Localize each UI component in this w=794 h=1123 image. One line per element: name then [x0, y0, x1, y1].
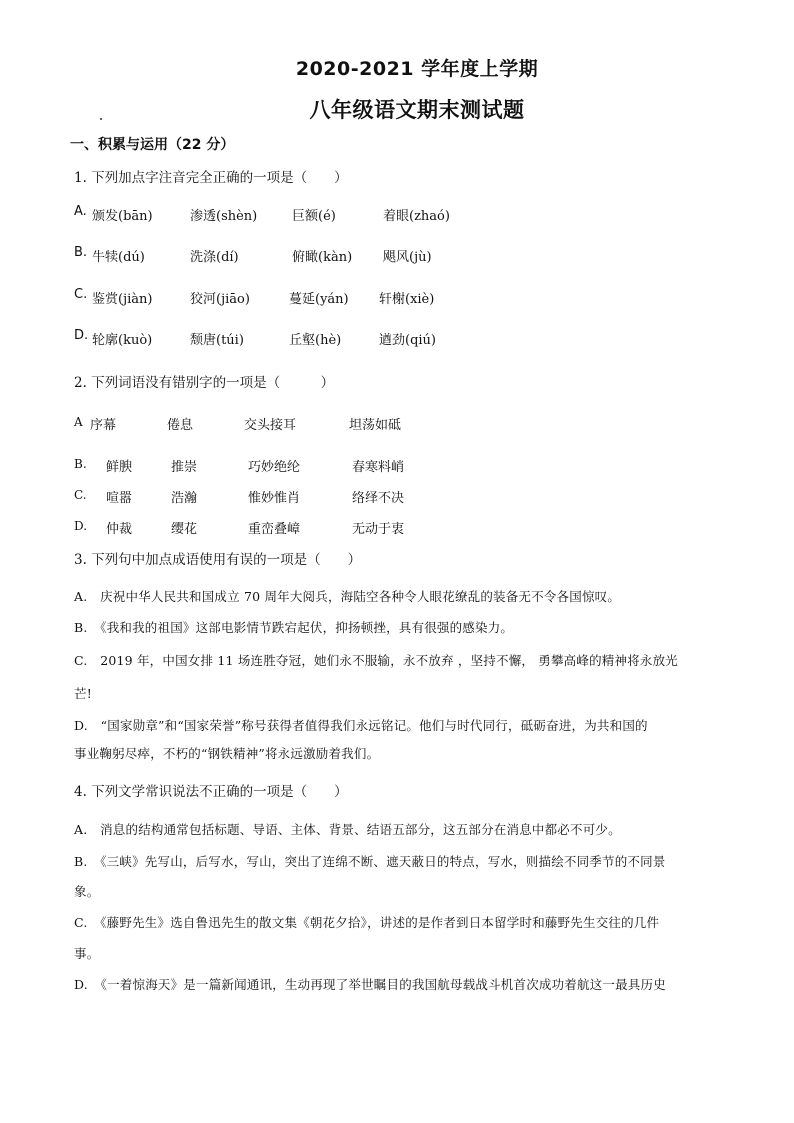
- q2-option-c-item: 喧嚣: [106, 491, 133, 506]
- question-1-stem: 1. 下列加点字注音完全正确的一项是（ ）: [74, 170, 348, 186]
- q2-option-b-item: 鲜腴: [106, 460, 133, 475]
- q2-option-b-item: 巧妙绝纶: [248, 460, 301, 475]
- q1-option-c-item: 狡河(jiāo): [190, 292, 250, 307]
- q3-option-d: D. “国家勋章”和“国家荣誉”称号获得者值得我们永远铭记。他们与时代同行，砥砺奋进，为共和国的: [74, 718, 648, 733]
- exam-title-subject: 八年级语文期末测试题: [309, 98, 525, 122]
- q1-option-b-item: 飓风(jù): [383, 250, 432, 265]
- q2-option-d-item: 无动于衷: [352, 522, 405, 537]
- q3-option-b: B. 《我和我的祖国》这部电影情节跌宕起伏，抑扬顿挫，具有很强的感染力。: [74, 620, 514, 635]
- q2-option-d-item: 仲裁: [106, 522, 133, 537]
- q1-option-d-letter: D.: [74, 328, 89, 343]
- q2-option-a-item: 交头接耳: [244, 418, 297, 433]
- q2-option-c-item: 络绎不决: [352, 491, 405, 506]
- q1-option-c-item: 鉴赏(jiàn): [92, 292, 153, 307]
- section-heading: 一、积累与运用（22 分）: [70, 137, 235, 153]
- q2-option-b-item: 推崇: [171, 460, 198, 475]
- q3-option-d-cont: 事业鞠躬尽瘁，不朽的“钢铁精神”将永远激励着我们。: [74, 746, 380, 761]
- q2-option-a-letter: A: [74, 415, 83, 429]
- q1-option-d-item: 丘壑(hè): [289, 333, 342, 348]
- q1-option-a-letter: A.: [74, 204, 87, 219]
- q1-option-b-item: 洗涤(dí): [190, 250, 239, 265]
- q1-option-a-item: 渗透(shèn): [190, 209, 258, 224]
- q2-option-d-letter: D.: [74, 519, 88, 533]
- q1-option-b-letter: B.: [74, 245, 88, 260]
- q4-option-d: D. 《一着惊海天》是一篇新闻通讯，生动再现了举世瞩目的我国航母载战斗机首次成功着航这一最具历史: [74, 977, 666, 992]
- q1-option-a-item: 颁发(bān): [92, 209, 153, 224]
- q2-option-a-item: 序幕: [90, 418, 117, 433]
- q2-option-b-item: 春寒料峭: [352, 460, 405, 475]
- q2-option-b-letter: B.: [74, 457, 87, 471]
- q2-option-c-item: 浩瀚: [171, 491, 198, 506]
- q1-option-d-item: 轮廓(kuò): [92, 333, 153, 348]
- q2-option-d-item: 重峦叠嶂: [248, 522, 301, 537]
- q3-option-c: C. 2019 年，中国女排 11 场连胜夺冠，她们永不服输，永不放弃 ，坚持不懈， 勇攀高峰的精神将永放光: [74, 653, 678, 668]
- q4-option-c: C. 《藤野先生》选自鲁迅先生的散文集《朝花夕拾》，讲述的是作者到日本留学时和藤野先生交往的几件: [74, 915, 660, 930]
- question-2-stem: 2. 下列词语没有错别字的一项是（ ）: [74, 375, 335, 391]
- q1-option-d-item: 遒劲(qiú): [379, 333, 436, 348]
- q1-option-a-item: 巨额(é): [292, 209, 336, 224]
- exam-title-year: 2020-2021 学年度上学期: [295, 58, 539, 80]
- q1-option-c-letter: C.: [74, 287, 88, 302]
- question-4-stem: 4. 下列文学常识说法不正确的一项是（ ）: [74, 784, 348, 800]
- q2-option-c-item: 惟妙惟肖: [248, 491, 301, 506]
- q4-option-a: A. 消息的结构通常包括标题、导语、主体、背景、结语五部分，这五部分在消息中都必不可少。: [74, 822, 621, 837]
- q2-option-a-item: 坦荡如砥: [349, 418, 402, 433]
- q4-option-b-cont: 象。: [74, 884, 100, 899]
- q1-option-c-item: 轩榭(xiè): [379, 292, 435, 307]
- q1-option-b-item: 牛犊(dú): [92, 250, 145, 265]
- q2-option-c-letter: C.: [74, 488, 87, 502]
- q1-option-b-item: 俯瞰(kàn): [292, 250, 353, 265]
- q1-option-c-item: 蔓延(yán): [289, 292, 349, 307]
- q1-option-a-item: 着眼(zhaó): [383, 209, 450, 224]
- q2-option-a-item: 倦息: [167, 418, 194, 433]
- q4-option-c-cont: 事。: [74, 946, 100, 961]
- q3-option-a: A. 庆祝中华人民共和国成立 70 周年大阅兵，海陆空各种令人眼花缭乱的装备无不令各国惊叹。: [74, 589, 621, 604]
- q3-option-c-cont: 芒!: [74, 686, 92, 701]
- question-3-stem: 3. 下列句中加点成语使用有误的一项是（ ）: [74, 552, 362, 568]
- stray-dot: [100, 118, 102, 120]
- q4-option-b: B. 《三峡》先写山，后写水，写山，突出了连绵不断、遮天蔽日的特点，写水，则描绘不同季节的不同景: [74, 854, 666, 869]
- q2-option-d-item: 缨花: [171, 522, 198, 537]
- q1-option-d-item: 颓唐(túi): [190, 333, 244, 348]
